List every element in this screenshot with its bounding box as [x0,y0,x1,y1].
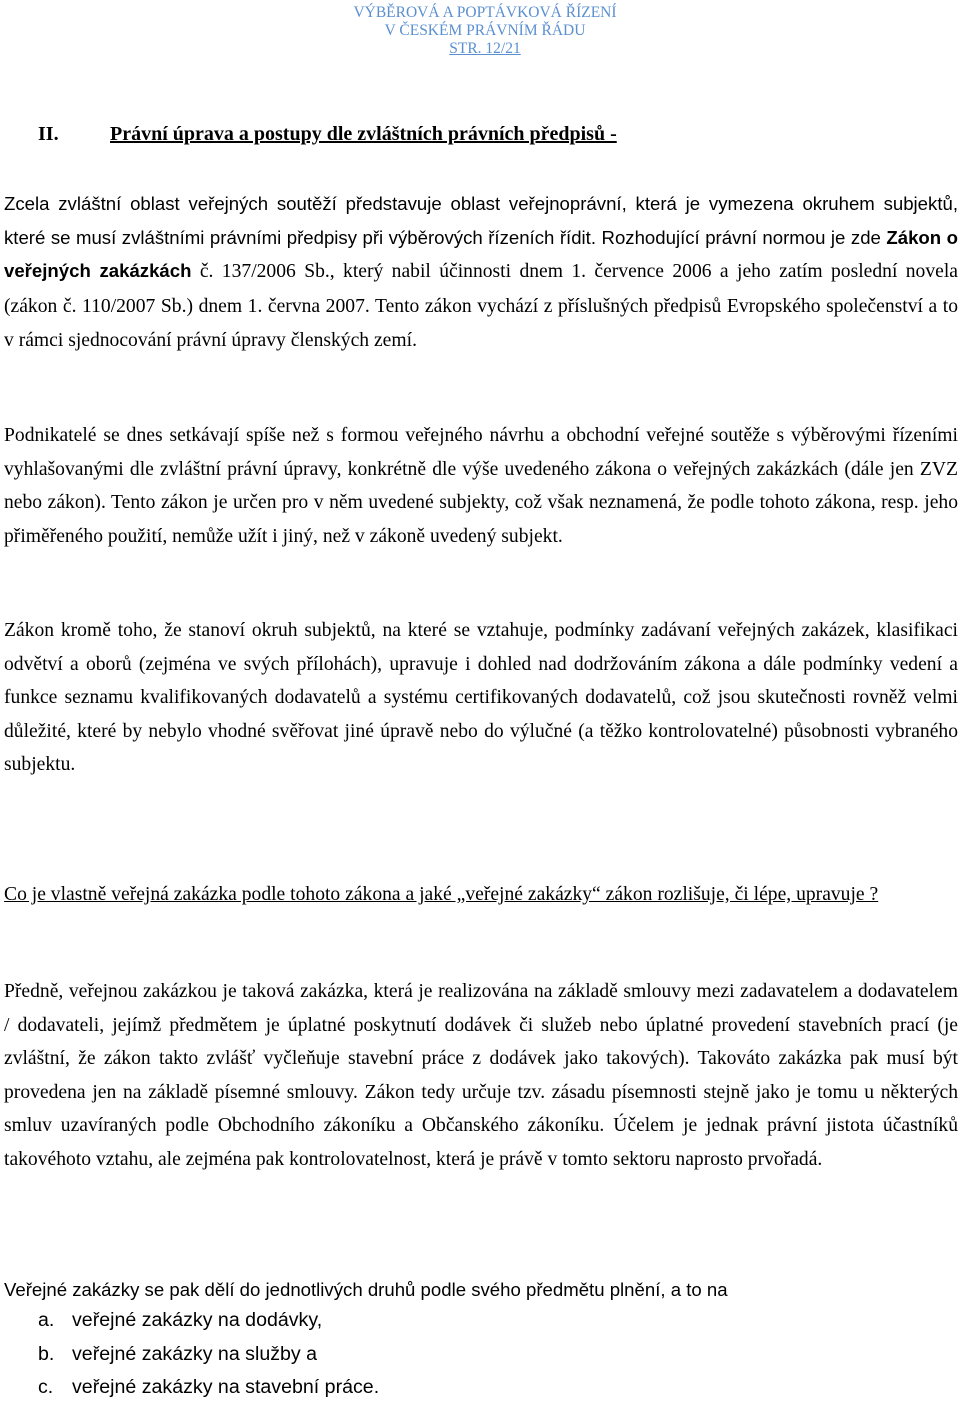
header-line-1: VÝBĚROVÁ A POPTÁVKOVÁ ŘÍZENÍ [353,4,617,21]
list-item [38,1339,317,1369]
paragraph-1 [4,187,958,358]
paragraph-1-c: č. 137/2006 Sb., který nabil účinnosti dnem 1. července 2006 a jeho zatím poslední novela (zákon č. 110/2007 Sb.) dnem 1. června 2007. Tento zákon vychází z příslušných předpisů Evropského společenství a to v rámci sjednocování právní úpravy členských zemí. [4,261,958,351]
list-item [38,1372,379,1402]
question-heading: Co je vlastně veřejná zakázka podle tohoto zákona a jaké „veřejné zakázky“ zákon rozlišuje, či lépe, upravuje ? [4,884,879,905]
header-line-2: V ČESKÉM PRÁVNÍM ŘÁDU [384,22,586,39]
paragraph-2: Podnikatelé se dnes setkávají spíše než s formou veřejného návrhu a obchodní veřejné soutěže s výběrovými řízeními vyhlašovanými dle zvláštní právní úpravy, konkrétně dle výše uvedeného zákona o veřejných zakázkách (dále jen ZVZ nebo zákon). Tento zákon je určen pro v něm uvedené subjekty, což však neznamená, že podle tohoto zákona, resp. jeho přiměřeného použití, nemůže užít i jiný, než v zákoně uvedený subjekt. [4,425,958,547]
list-marker: b. [38,1343,55,1365]
list-item-text: veřejné zakázky na stavební práce. [72,1376,380,1398]
paragraph-3: Zákon kromě toho, že stanoví okruh subjektů, na které se vztahuje, podmínky zadávaní veřejných zakázek, klasifikaci odvětví a oborů (zejména ve svých přílohách), upravuje i dohled nad dodržováním zákona a dále podmínky vedení a funkce seznamu kvalifikovaných dodavatelů a systému certifikovaných dodavatelů, což jsou skutečnosti rovněž velmi důležité, které by nebylo vhodné svěřovat jiné úpravě nebo do výlučné (a těžko kontrolovatelné) působnosti vybraného subjektu. [4,620,958,775]
list-item [38,1305,322,1335]
law-name: Zákon o veřejných zakázkách [4,226,959,281]
section-heading [38,123,617,146]
paragraph-4: Předně, veřejnou zakázkou je taková zakázka, která je realizována na základě smlouvy mezi zadavatelem a dodavatelem / dodavateli, jejímž předmětem je úplatné poskytnutí dodávek či služeb nebo úplatné provedení stavebních prací (je zvláštní, že zákon takto zvlášť vyčleňuje stavební práce z dodávek jako takových). Takováto zakázka pak musí být provedena jen na základě písemné smlouvy. Zákon tedy určuje tzv. zásadu písemnosti stejně jako je tomu u některých smluv uzavíraných podle Obchodního zákoníku a Občanského zákoníku. Účelem je jednak právní jistota účastníků takovéhoto vztahu, ale zejména pak kontrolovatelnost, která je právě v tomto sektoru naprosto prvořadá. [4,981,958,1170]
list-item-text: veřejné zakázky na služby a [72,1343,318,1365]
paragraph-1-a: Zcela zvláštní oblast veřejných soutěží představuje oblast veřejnoprávní, která je vymezena okruhem subjektů, které se musí zvláštními právními předpisy při výběrových řízeních řídit. Rozhodující právní normou je zde [4,193,958,248]
page-header [320,4,650,58]
section-title: Právní úprava a postupy dle zvláštních právních předpisů - [110,123,617,145]
paragraph-5: Veřejné zakázky se pak dělí do jednotlivých druhů podle svého předmětu plnění, a to na [4,1279,728,1300]
list-item-text: veřejné zakázky na dodávky, [72,1309,323,1331]
list-marker: a. [38,1309,55,1331]
page-number: STR. 12/21 [449,40,521,57]
section-number: II. [38,123,59,145]
list-marker: c. [38,1376,54,1398]
